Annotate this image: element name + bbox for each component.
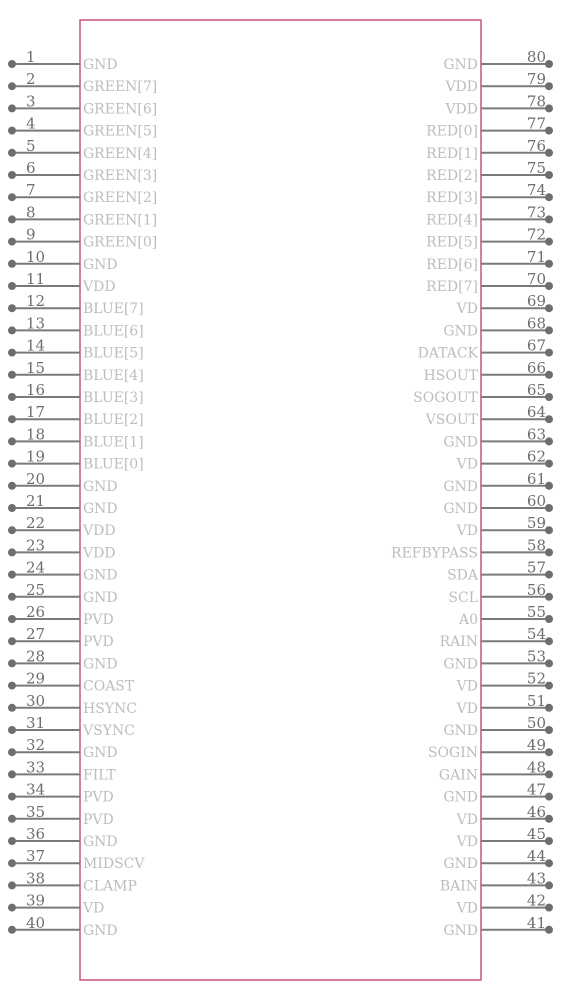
- pin-number: 57: [526, 558, 546, 577]
- pin-name: RED[3]: [426, 190, 478, 207]
- pin-number: 32: [26, 736, 46, 755]
- pin-number: 70: [526, 270, 546, 288]
- pin-number: 9: [26, 225, 36, 244]
- pin-36: [8, 825, 118, 850]
- pin-endpoint-dot: [8, 593, 16, 601]
- pin-number: 21: [26, 492, 46, 510]
- pin-endpoint-dot: [8, 260, 16, 268]
- pin-number: 24: [26, 558, 46, 577]
- pin-number: 5: [26, 136, 36, 155]
- pin-name: CLAMP: [83, 878, 137, 895]
- pin-number: 44: [526, 847, 546, 866]
- pin-endpoint-dot: [545, 548, 553, 556]
- pin-number: 51: [526, 691, 546, 710]
- pin-number: 17: [26, 403, 46, 422]
- pin-number: 2: [26, 70, 36, 89]
- pin-39: [8, 892, 104, 917]
- pin-name: GREEN[3]: [83, 168, 158, 184]
- right-pin-column: [391, 48, 553, 939]
- pin-name: GND: [443, 922, 478, 939]
- pin-number: 34: [26, 780, 46, 799]
- pin-endpoint-dot: [545, 149, 553, 157]
- pin-number: 52: [526, 669, 546, 688]
- pin-endpoint-dot: [545, 127, 553, 135]
- pin-number: 80: [526, 48, 546, 66]
- pin-endpoint-dot: [545, 82, 553, 90]
- pin-number: 37: [26, 847, 46, 866]
- pin-35: [8, 803, 114, 828]
- pin-endpoint-dot: [8, 726, 16, 734]
- pin-number: 25: [26, 580, 46, 599]
- pin-name: RED[1]: [426, 145, 478, 162]
- pin-number: 6: [26, 159, 36, 177]
- pin-24: [8, 559, 118, 584]
- pin-40: [8, 914, 118, 939]
- pin-number: 47: [526, 780, 546, 799]
- pin-name: GND: [443, 501, 478, 517]
- pin-endpoint-dot: [545, 748, 553, 756]
- pin-name: PVD: [83, 634, 114, 651]
- pin-number: 22: [26, 514, 46, 533]
- pin-endpoint-dot: [545, 260, 553, 268]
- pin-name: RED[6]: [426, 256, 478, 273]
- pin-number: 65: [526, 381, 546, 399]
- pin-name: HSOUT: [423, 367, 478, 384]
- pin-name: GREEN[0]: [83, 234, 158, 251]
- pin-21: [8, 492, 118, 517]
- pin-endpoint-dot: [8, 770, 16, 778]
- pin-number: 59: [526, 514, 546, 533]
- pin-name: GND: [83, 922, 118, 939]
- pin-name: BLUE[4]: [83, 367, 144, 384]
- pin-name: FILT: [83, 767, 116, 784]
- pin-endpoint-dot: [8, 682, 16, 690]
- pin-name: HSYNC: [83, 700, 138, 717]
- pin-number: 30: [26, 691, 46, 710]
- pin-number: 12: [26, 292, 46, 311]
- pin-20: [8, 470, 118, 495]
- pin-name: VD: [83, 900, 105, 917]
- pin-endpoint-dot: [545, 415, 553, 423]
- pin-number: 7: [26, 181, 36, 200]
- pin-number: 46: [526, 802, 546, 821]
- pin-endpoint-dot: [545, 859, 553, 867]
- pin-name: SOGIN: [427, 745, 478, 762]
- pin-name: DATACK: [417, 345, 478, 362]
- pin-endpoint-dot: [8, 393, 16, 401]
- pin-number: 64: [526, 403, 546, 422]
- pin-endpoint-dot: [8, 127, 16, 135]
- pin-endpoint-dot: [8, 793, 16, 801]
- pin-number: 66: [526, 358, 546, 377]
- pin-32: [8, 736, 118, 761]
- pin-number: 75: [526, 159, 546, 177]
- pin-number: 35: [26, 802, 46, 821]
- pin-name: BLUE[3]: [83, 390, 144, 406]
- pin-name: GND: [83, 478, 118, 495]
- pin-endpoint-dot: [545, 881, 553, 889]
- pin-name: GREEN[4]: [83, 145, 158, 162]
- pin-number: 15: [26, 358, 46, 377]
- component-body: [80, 20, 481, 980]
- pin-number: 78: [526, 92, 546, 111]
- pin-name: VD: [456, 834, 478, 850]
- pin-number: 23: [26, 536, 46, 555]
- pin-name: VDD: [83, 523, 116, 540]
- pin-endpoint-dot: [545, 60, 553, 68]
- pin-endpoint-dot: [545, 526, 553, 534]
- pin-endpoint-dot: [545, 904, 553, 912]
- pin-name: A0: [458, 612, 478, 628]
- pin-number: 27: [26, 625, 46, 644]
- pin-26: [8, 603, 114, 628]
- pin-name: VSYNC: [83, 723, 135, 739]
- pin-name: GAIN: [438, 767, 478, 784]
- pin-name: VD: [456, 301, 478, 318]
- pin-endpoint-dot: [8, 837, 16, 845]
- pin-number: 19: [26, 447, 46, 466]
- pin-endpoint-dot: [8, 104, 16, 112]
- pin-endpoint-dot: [545, 304, 553, 312]
- pin-number: 28: [26, 647, 46, 666]
- pin-name: GND: [443, 789, 478, 806]
- pin-name: BLUE[2]: [83, 412, 144, 429]
- pin-name: RED[5]: [426, 234, 478, 251]
- pin-name: BLUE[1]: [83, 434, 144, 451]
- pin-number: 53: [526, 647, 546, 666]
- pin-endpoint-dot: [545, 682, 553, 690]
- pin-name: GND: [83, 656, 118, 673]
- pin-endpoint-dot: [545, 726, 553, 734]
- pin-11: [8, 270, 116, 295]
- pin-name: VSOUT: [425, 412, 478, 429]
- pin-endpoint-dot: [8, 904, 16, 912]
- pin-endpoint-dot: [545, 704, 553, 712]
- pin-name: BLUE[7]: [83, 301, 144, 318]
- pin-endpoint-dot: [8, 415, 16, 423]
- pin-endpoint-dot: [545, 593, 553, 601]
- pin-name: VD: [456, 678, 478, 695]
- pin-number: 40: [26, 913, 46, 932]
- pin-endpoint-dot: [8, 504, 16, 512]
- pin-endpoint-dot: [545, 659, 553, 667]
- pin-name: PVD: [83, 612, 114, 628]
- pin-endpoint-dot: [545, 615, 553, 623]
- pin-endpoint-dot: [8, 60, 16, 68]
- pin-name: GREEN[1]: [83, 212, 158, 229]
- pin-name: BLUE[6]: [83, 323, 144, 340]
- pin-endpoint-dot: [8, 238, 16, 246]
- pin-number: 76: [526, 136, 546, 155]
- pin-number: 26: [26, 603, 46, 621]
- pin-endpoint-dot: [8, 171, 16, 179]
- pin-name: GND: [83, 589, 118, 606]
- pin-number: 20: [26, 469, 46, 488]
- pin-41: [443, 914, 553, 939]
- pin-endpoint-dot: [545, 371, 553, 379]
- pin-name: VD: [456, 900, 478, 917]
- pin-number: 68: [526, 314, 546, 333]
- pin-25: [8, 581, 118, 606]
- pin-endpoint-dot: [8, 615, 16, 623]
- pin-endpoint-dot: [545, 482, 553, 490]
- pin-name: REFBYPASS: [391, 545, 478, 562]
- pin-23: [8, 536, 116, 561]
- pin-number: 8: [26, 203, 36, 222]
- pin-name: RED[2]: [426, 168, 478, 184]
- pin-34: [8, 781, 114, 806]
- pin-number: 79: [526, 70, 546, 89]
- pin-endpoint-dot: [8, 815, 16, 823]
- pin-endpoint-dot: [8, 881, 16, 889]
- pin-endpoint-dot: [545, 393, 553, 401]
- pin-number: 3: [26, 92, 36, 111]
- pin-27: [8, 625, 114, 650]
- pin-endpoint-dot: [8, 637, 16, 645]
- pin-number: 1: [26, 48, 36, 66]
- pin-endpoint-dot: [8, 748, 16, 756]
- pin-number: 69: [526, 292, 546, 311]
- pin-endpoint-dot: [545, 571, 553, 579]
- pin-endpoint-dot: [8, 659, 16, 667]
- pin-name: GND: [443, 323, 478, 340]
- pin-endpoint-dot: [8, 326, 16, 334]
- pin-number: 71: [526, 247, 546, 266]
- pin-number: 77: [526, 114, 546, 133]
- pin-endpoint-dot: [8, 193, 16, 201]
- pin-number: 11: [26, 270, 46, 288]
- pin-1: [8, 48, 118, 73]
- pin-number: 54: [526, 625, 546, 644]
- pin-number: 4: [26, 114, 36, 133]
- pin-number: 58: [526, 536, 546, 555]
- pin-name: GND: [443, 57, 478, 73]
- pin-number: 29: [26, 669, 46, 688]
- pin-28: [8, 647, 118, 672]
- pin-endpoint-dot: [8, 437, 16, 445]
- pin-name: GND: [443, 856, 478, 873]
- pin-endpoint-dot: [545, 104, 553, 112]
- pin-number: 55: [526, 603, 546, 621]
- pin-number: 33: [26, 758, 46, 777]
- pin-endpoint-dot: [545, 437, 553, 445]
- pin-name: GND: [83, 501, 118, 517]
- pin-name: GND: [83, 256, 118, 273]
- pin-endpoint-dot: [8, 282, 16, 290]
- pin-endpoint-dot: [8, 526, 16, 534]
- pin-name: SOGOUT: [413, 390, 478, 406]
- pin-name: PVD: [83, 789, 114, 806]
- pin-number: 74: [526, 181, 546, 200]
- pin-22: [8, 514, 116, 539]
- pin-endpoint-dot: [545, 815, 553, 823]
- pin-name: BAIN: [439, 878, 478, 895]
- pin-endpoint-dot: [8, 926, 16, 934]
- pin-name: VDD: [445, 101, 478, 118]
- pin-name: GND: [443, 478, 478, 495]
- pin-number: 43: [526, 869, 546, 888]
- pin-endpoint-dot: [8, 371, 16, 379]
- pin-number: 41: [526, 913, 546, 932]
- pin-endpoint-dot: [545, 837, 553, 845]
- pin-number: 14: [26, 336, 46, 355]
- pin-name: VD: [456, 700, 478, 717]
- pin-number: 48: [526, 758, 546, 777]
- pin-name: GREEN[2]: [83, 190, 158, 207]
- pin-number: 63: [526, 425, 546, 444]
- pin-name: GND: [83, 567, 118, 584]
- pin-number: 72: [526, 225, 546, 244]
- pin-name: GND: [443, 723, 478, 739]
- left-pin-column: [8, 48, 157, 939]
- pin-endpoint-dot: [545, 326, 553, 334]
- pin-name: GND: [83, 834, 118, 850]
- pin-number: 42: [526, 891, 546, 910]
- pin-endpoint-dot: [545, 282, 553, 290]
- pin-name: GREEN[6]: [83, 101, 158, 118]
- pin-number: 62: [526, 447, 546, 466]
- pin-endpoint-dot: [545, 349, 553, 357]
- pin-name: VDD: [83, 545, 116, 562]
- pin-number: 36: [26, 825, 46, 843]
- pin-name: GND: [83, 57, 118, 73]
- pin-number: 49: [526, 736, 546, 755]
- pin-endpoint-dot: [8, 859, 16, 867]
- pin-name: GND: [443, 656, 478, 673]
- pin-name: COAST: [83, 678, 135, 695]
- pin-number: 60: [526, 492, 546, 510]
- pin-name: MIDSCV: [83, 856, 145, 873]
- pin-endpoint-dot: [545, 215, 553, 223]
- pin-number: 45: [526, 825, 546, 843]
- pin-name: VD: [456, 523, 478, 540]
- pin-number: 56: [526, 580, 546, 599]
- pin-10: [8, 248, 118, 273]
- pin-endpoint-dot: [545, 637, 553, 645]
- pin-number: 18: [26, 425, 46, 444]
- pin-name: RAIN: [439, 634, 478, 651]
- pin-name: SCL: [448, 589, 478, 606]
- pin-number: 13: [26, 314, 46, 333]
- pin-endpoint-dot: [545, 193, 553, 201]
- pin-name: GND: [443, 434, 478, 451]
- pin-endpoint-dot: [545, 793, 553, 801]
- pin-endpoint-dot: [545, 504, 553, 512]
- pin-name: VD: [456, 811, 478, 828]
- pin-number: 67: [526, 336, 546, 355]
- pin-endpoint-dot: [545, 171, 553, 179]
- pin-endpoint-dot: [8, 82, 16, 90]
- pin-endpoint-dot: [545, 926, 553, 934]
- pin-endpoint-dot: [8, 548, 16, 556]
- pin-endpoint-dot: [8, 215, 16, 223]
- pin-number: 10: [26, 247, 46, 266]
- pin-name: SDA: [447, 567, 478, 584]
- pin-name: VDD: [445, 79, 478, 96]
- pin-number: 39: [26, 891, 46, 910]
- pin-endpoint-dot: [545, 238, 553, 246]
- pin-name: BLUE[5]: [83, 345, 144, 362]
- pin-name: GREEN[7]: [83, 79, 158, 96]
- pin-name: GREEN[5]: [83, 123, 158, 140]
- pin-number: 16: [26, 381, 46, 399]
- pin-endpoint-dot: [8, 349, 16, 357]
- pin-name: GND: [83, 745, 118, 762]
- pin-endpoint-dot: [545, 770, 553, 778]
- pin-33: [8, 758, 116, 783]
- pin-endpoint-dot: [8, 571, 16, 579]
- pin-name: RED[4]: [426, 212, 478, 229]
- pin-name: VD: [456, 456, 478, 473]
- pin-number: 73: [526, 203, 546, 222]
- pin-number: 61: [526, 469, 546, 488]
- pin-name: BLUE[0]: [83, 456, 144, 473]
- pin-endpoint-dot: [8, 460, 16, 468]
- pin-name: RED[0]: [426, 123, 478, 140]
- pin-endpoint-dot: [8, 149, 16, 157]
- pin-endpoint-dot: [8, 704, 16, 712]
- pin-number: 50: [526, 714, 546, 732]
- pin-endpoint-dot: [8, 482, 16, 490]
- pin-name: VDD: [83, 279, 116, 295]
- pin-name: RED[7]: [426, 279, 478, 295]
- pin-endpoint-dot: [545, 460, 553, 468]
- pin-number: 38: [26, 869, 46, 888]
- pin-name: PVD: [83, 811, 114, 828]
- pin-number: 31: [26, 714, 46, 732]
- pin-endpoint-dot: [8, 304, 16, 312]
